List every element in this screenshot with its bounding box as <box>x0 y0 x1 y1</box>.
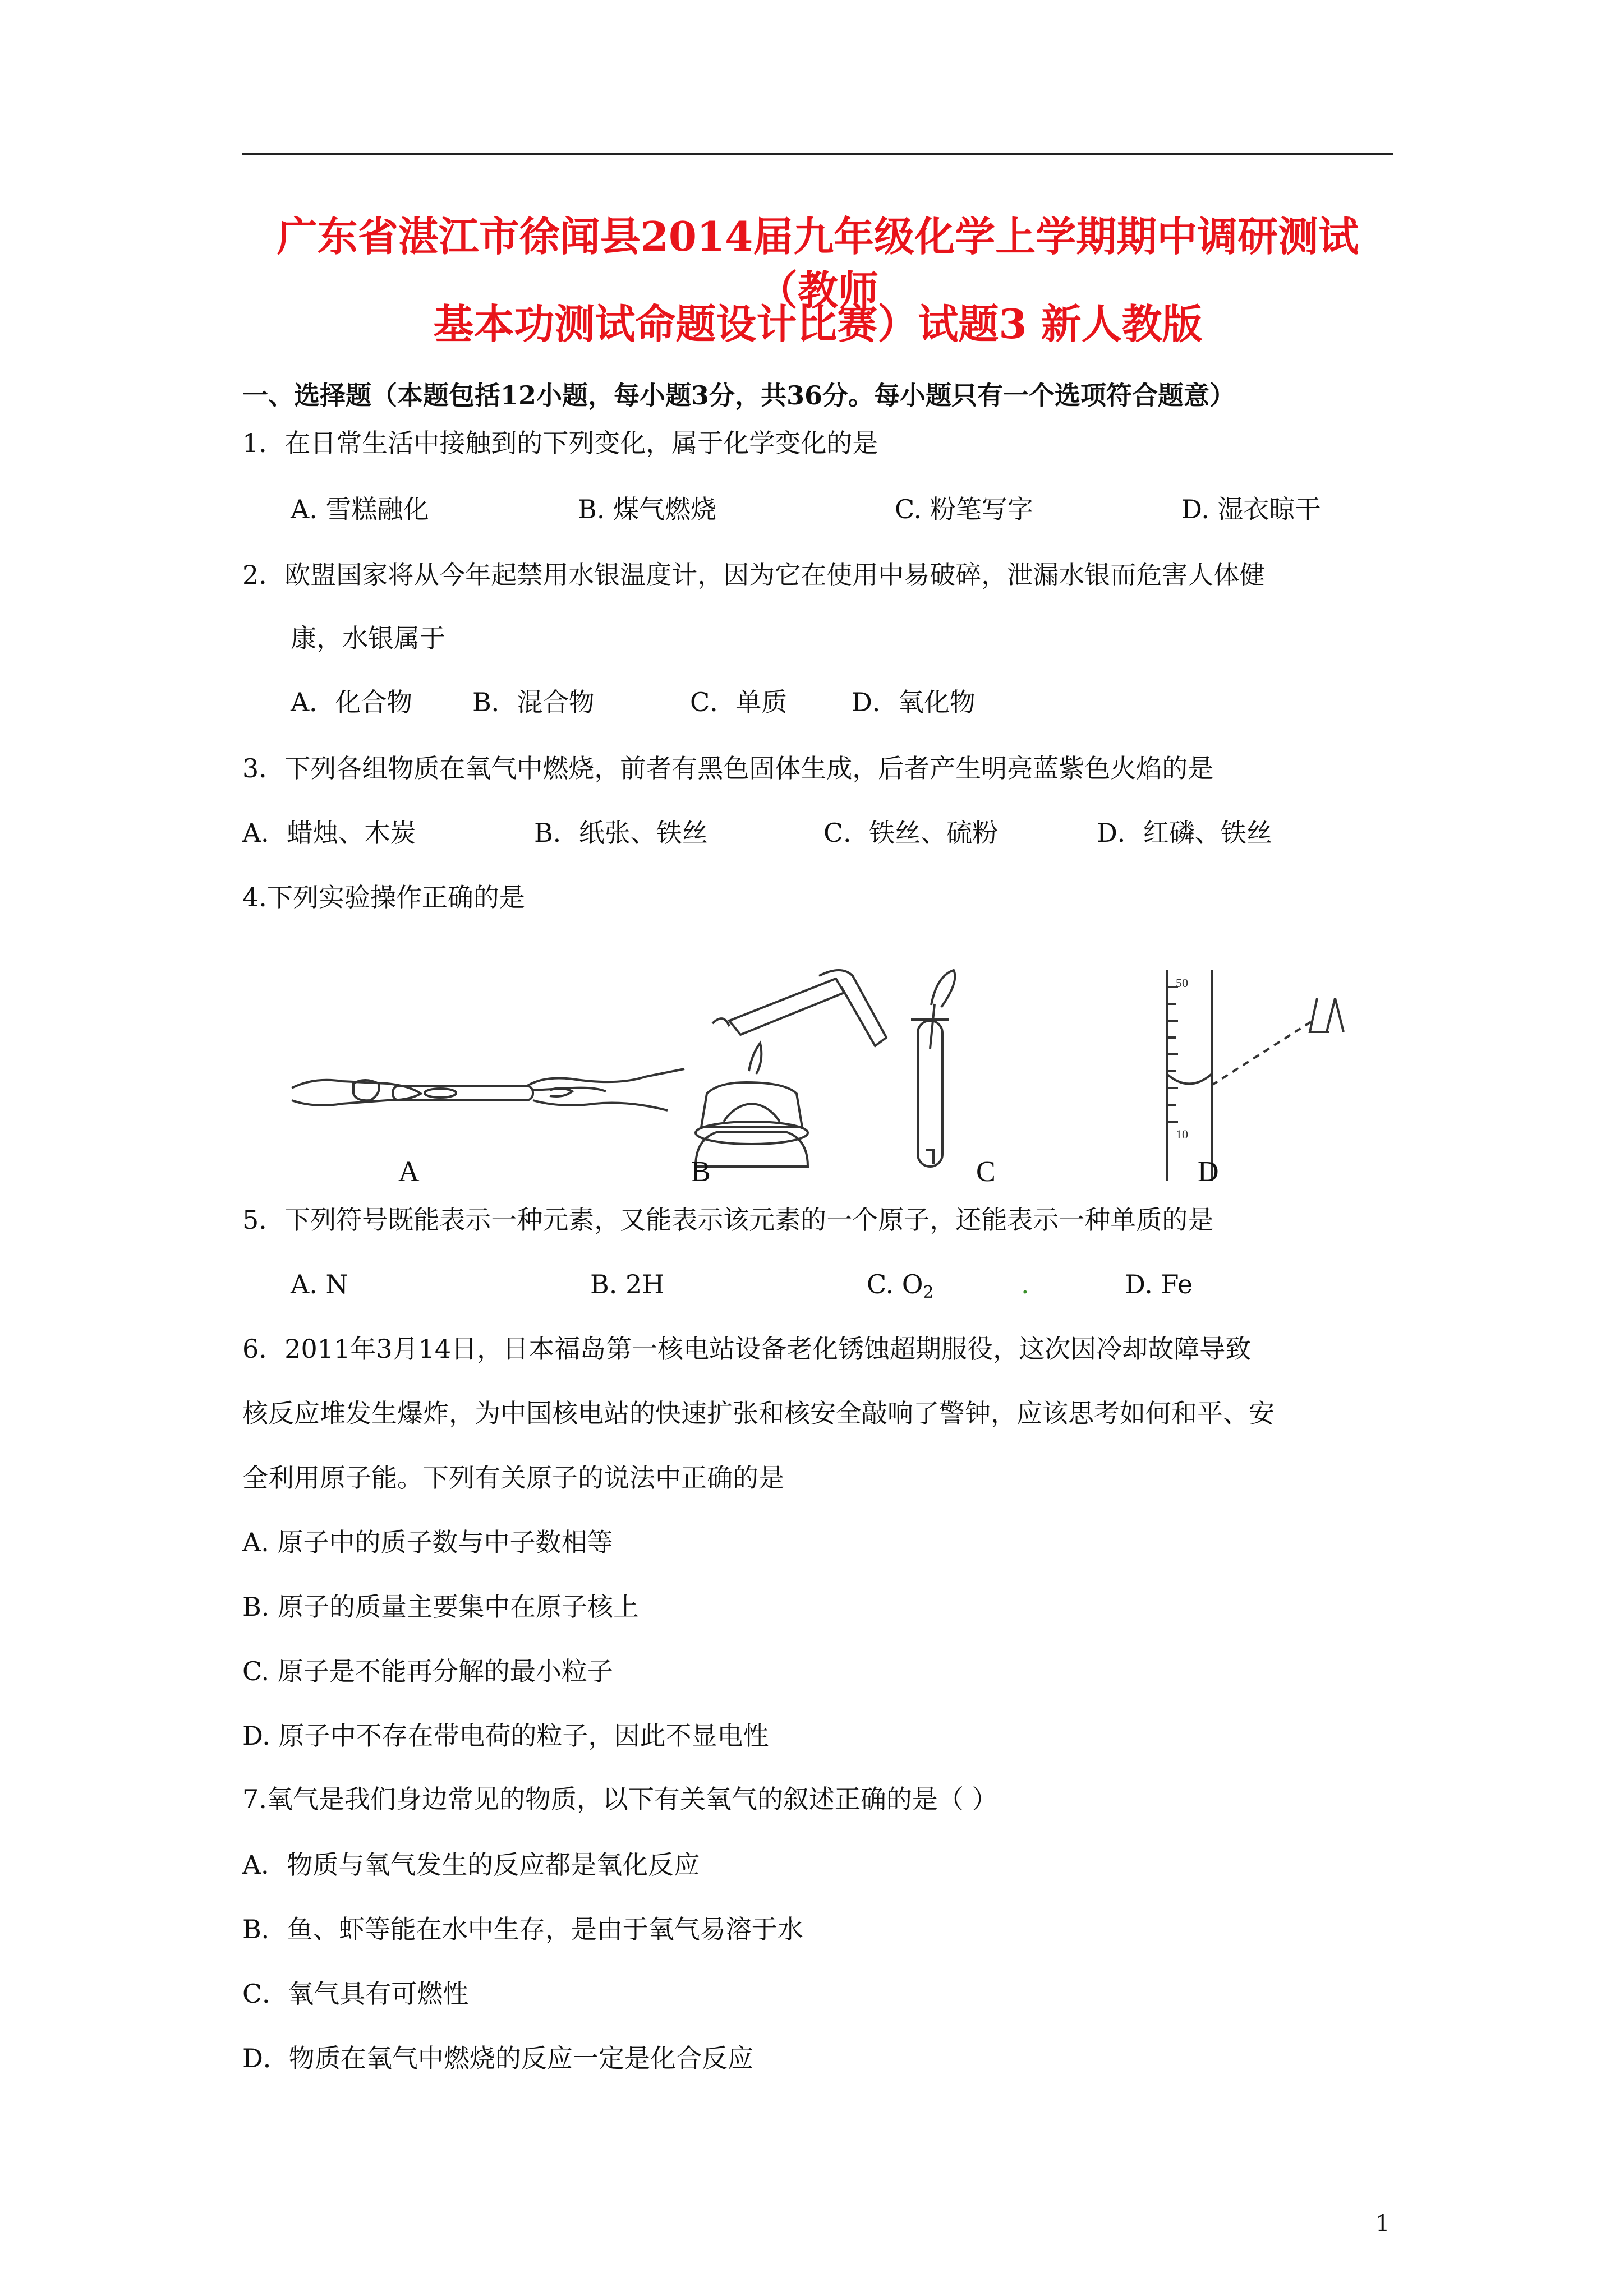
q1-option-d: D. 湿衣晾干 <box>1181 494 1321 524</box>
q7-option-c: C．氧气具有可燃性 <box>242 1979 469 2009</box>
q1-option-a: A. 雪糕融化 <box>291 494 429 524</box>
q5-option-a: A. N <box>291 1269 348 1299</box>
figure-label-d: D <box>1198 1156 1219 1188</box>
document-title-line-1: 广东省湛江市徐闻县2014届九年级化学上学期期中调研测试（教师 <box>277 213 1359 314</box>
stray-dot: . <box>1021 1269 1029 1299</box>
figure-d-graduated-cylinder <box>1167 970 1344 1181</box>
q7-option-a: A．物质与氧气发生的反应都是氧化反应 <box>242 1850 700 1880</box>
q3-option-a: A．蜡烛、木炭 <box>242 818 416 848</box>
page-number: 1 <box>1375 2211 1390 2237</box>
q2-option-b: B．混合物 <box>472 687 595 717</box>
q6-stem-line-2: 核反应堆发生爆炸，为中国核电站的快速扩张和核安全敲响了警钟，应该思考如何和平、安 <box>242 1398 1275 1428</box>
q6-stem-line-3: 全利用原子能。下列有关原子的说法中正确的是 <box>242 1463 784 1493</box>
q2-stem-line-1: 2．欧盟国家将从今年起禁用水银温度计，因为它在使用中易破碎，泄漏水银而危害人体健 <box>242 560 1266 590</box>
q5-stem: 5．下列符号既能表示一种元素，又能表示该元素的一个原子，还能表示一种单质的是 <box>242 1205 1214 1235</box>
q3-option-b: B．纸张、铁丝 <box>534 818 708 848</box>
figure-label-b: B <box>691 1156 711 1188</box>
q7-stem: 7.氧气是我们身边常见的物质，以下有关氧气的叙述正确的是（ ） <box>242 1784 998 1814</box>
q2-option-d: D．氧化物 <box>852 687 976 717</box>
q3-option-c: C．铁丝、硫粉 <box>823 818 999 848</box>
q3-option-d: D．红磷、铁丝 <box>1097 818 1272 848</box>
q6-option-b: B. 原子的质量主要集中在原子核上 <box>242 1592 640 1622</box>
q7-option-d: D．物质在氧气中燃烧的反应一定是化合反应 <box>242 2043 753 2073</box>
figure-label-c: C <box>976 1156 996 1188</box>
q5-option-c <box>867 1267 934 1310</box>
figure-b-heating-test-tube <box>696 970 886 1167</box>
q5-option-c-symbol: C. O <box>867 1269 923 1299</box>
q5-option-d: D. Fe <box>1125 1269 1193 1299</box>
cylinder-bottom-mark: 10 <box>1176 1127 1188 1141</box>
q5-option-b: B. 2H <box>590 1269 665 1299</box>
lab-operations-figure <box>280 953 1346 1195</box>
q6-option-a: A. 原子中的质子数与中子数相等 <box>242 1527 613 1557</box>
header-rule <box>242 153 1393 155</box>
q5-option-c-subscript: 2 <box>923 1283 934 1302</box>
q6-option-d: D. 原子中不存在带电荷的粒子，因此不显电性 <box>242 1721 769 1751</box>
q1-option-c: C. 粉笔写字 <box>895 494 1033 524</box>
q2-stem-line-2: 康，水银属于 <box>291 623 445 653</box>
document-title-line-2: 基本功测试命题设计比赛）试题3 新人教版 <box>433 300 1203 348</box>
q6-stem-line-1: 6．2011年3月14日，日本福岛第一核电站设备老化锈蚀超期服役，这次因冷却故障导致 <box>242 1334 1252 1364</box>
figure-a-test-tube-hands <box>292 1069 684 1110</box>
q2-option-a: A．化合物 <box>291 687 413 717</box>
q3-stem: 3．下列各组物质在氧气中燃烧，前者有黑色固体生成，后者产生明亮蓝紫色火焰的是 <box>242 753 1214 783</box>
cylinder-top-mark: 50 <box>1176 976 1188 990</box>
q1-option-b: B. 煤气燃烧 <box>578 494 717 524</box>
q6-option-c: C. 原子是不能再分解的最小粒子 <box>242 1656 613 1686</box>
q4-stem: 4.下列实验操作正确的是 <box>242 882 525 912</box>
q1-stem: 1．在日常生活中接触到的下列变化，属于化学变化的是 <box>242 428 878 458</box>
figure-label-a: A <box>398 1156 420 1188</box>
section-heading: 一、选择题（本题包括12小题，每小题3分，共36分。每小题只有一个选项符合题意） <box>242 380 1236 411</box>
figure-c-dropper-test-tube <box>911 970 955 1167</box>
q7-option-b: B．鱼、虾等能在水中生存，是由于氧气易溶于水 <box>242 1914 803 1944</box>
q2-option-c: C．单质 <box>690 687 788 717</box>
